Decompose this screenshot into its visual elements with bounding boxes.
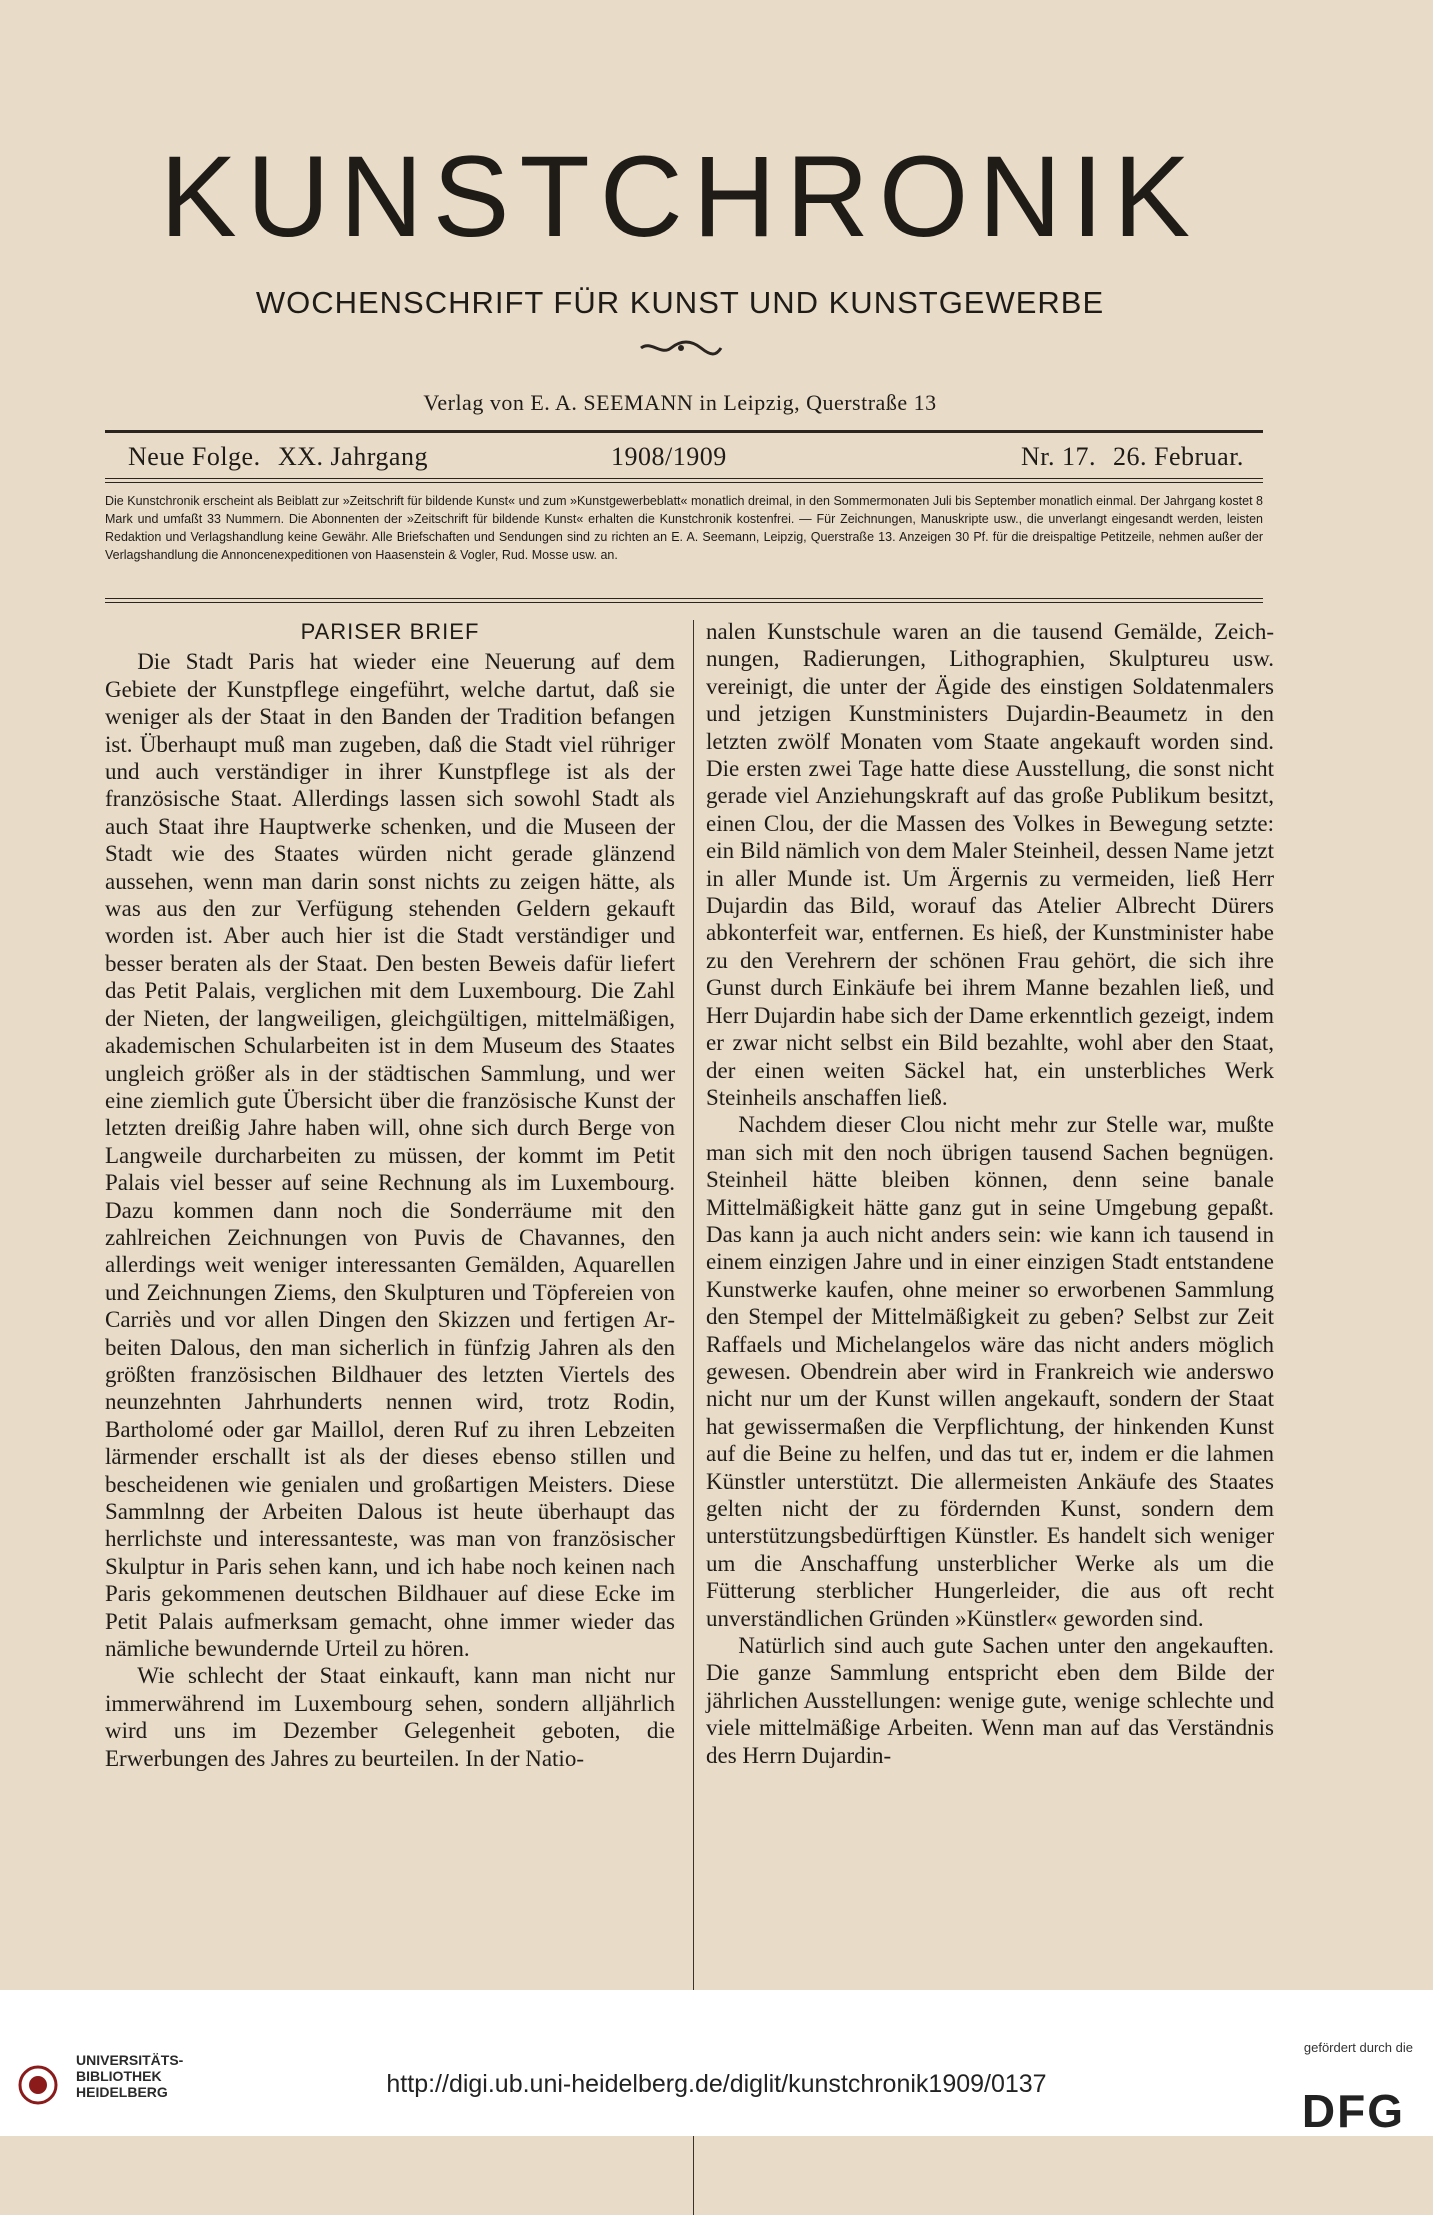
column-right — [706, 618, 1274, 1769]
paragraph: Die Stadt Paris hat wieder eine Neuerung auf dem Gebiete der Kunstpflege eingeführt, welche dartut, daß sie weniger als der Staat in den Banden der Tradition befangen ist. Überhaupt muß man zugeben, daß die Stadt viel rühriger und auch verständiger in ihrer Kunstpflege ist als der französische Staat. Allerdings lassen sich sowohl Stadt als auch Staat ihre Hauptwerke schenken, und die Museen der Stadt wie des Staates würden nicht gerade glänzend aussehen, wenn man darin sonst nichts zu zeigen hätte, als was aus den zur Verfügung stehenden Geldern gekauft worden ist. Aber auch hier ist die Stadt verständiger und besser beraten als der Staat. Den besten Beweis dafür liefert das Petit Palais, verglichen mit dem Luxembourg. Die Zahl der Nieten, der langweiligen, gleichgültigen, mittelmäßigen, akademischen Schularbeiten ist in dem Museum des Staates ungleich größer als in der städtischen Sammlung, und wer eine ziemlich gute Übersicht über die französische Kunst der letzten dreißig Jahre haben will, ohne sich durch Berge von Langweile durcharbeiten zu müssen, der kommt im Petit Palais viel besser auf seine Rechnung als im Luxembourg. Dazu kommen dann noch die Sonderräume mit den zahlreichen Zeichnungen von Puvis de Chavannes, den allerdings weit weniger interessanten Gemälden, Aquarellen und Zeichnungen Ziems, den Skulpturen und Töpfereien von Carriès und vor allen Dingen den Skizzen und fertigen Arbeiten Dalous, den man sicherlich in fünfzig Jahren als den größten französischen Bildhauer des letzten Viertels des neunzehnten Jahrhunderts nennen wird, trotz Rodin, Bartholomé oder gar Maillol, deren Ruf zu ihren Lebzeiten lärmender erschallt ist als der dieses ebenso stillen und bescheidenen wie genialen und großartigen Meisters. Diese Sammlnng der Arbeiten Dalous ist heute überhaupt das herrlichste und interessanteste, was man von französischer Skulptur in Paris sehen kann, und ich habe noch keinen nach Paris gekommenen deutschen Bildhauer auf diese Ecke im Petit Palais aufmerksam gemacht, ohne immer wieder das nämliche bewundernde Urteil zu hören. — [105, 649, 675, 1662]
institution-line: HEIDELBERG — [76, 2084, 168, 2100]
subscription-notice: Die Kunstchronik erscheint als Beiblatt zur »Zeitschrift für bildende Kunst« und zum »Kunstgewerbeblatt« monatlich dreimal, in den Sommermonaten Juli bis September monatlich einmal. Der Jahrgang kostet 8 Mark und umfaßt 33 Nummern. Die Abonnenten der »Zeitschrift für bildende Kunst« erhalten die Kunstchronik kostenfrei. — Für Zeichnungen, Manuskripte usw., die unverlangt eingesandt werden, leisten Redaktion und Verlagshandlung keine Gewähr. Alle Briefschaften und Sendungen sind zu richten an E. A. Seemann, Leipzig, Querstraße 13. Anzeigen 30 Pf. für die dreispaltige Petitzeile, nehmen außer der Verlagshandlung die Annoncenexpeditionen von Haasenstein & Vogler, Rud. Mosse usw. an. — [105, 494, 1263, 562]
institution-line: BIBLIOTHEK — [76, 2068, 162, 2084]
divider-issue-2 — [105, 482, 1263, 483]
issue-date: 26. Februar. — [1113, 442, 1244, 471]
column-divider — [693, 620, 694, 2215]
masthead-title: KUNSTCHRONIK — [159, 133, 1201, 261]
paragraph: Nachdem dieser Clou nicht mehr zur Stelle war, mußte man sich mit den noch übrigen tausend Sachen begnügen. Steinheil hätte bleiben können, denn seine banale Mittelmäßigkeit hätte ganz gut in seine Umgebung gepaßt. Das kann ja auch nicht anders sein: wie kann ich tausend in einem einzigen Jahre und in einer einzigen Stadt entstandene Kunstwerke kaufen, ohne meiner so erworbenen Sammlung den Stempel der Mittelmäßigkeit zu geben? Selbst zur Zeit Raffaels und Michelangelos wäre das nicht anders möglich gewesen. Obendrein aber wird in Frankreich wie anderswo nicht nur um der Kunst willen angekauft, sondern der Staat hat gewissermaßen die Verpflichtung, der hinkenden Kunst auf die Beine zu helfen, und das tut er, indem er die lahmen Künstler unterstützt. Die allermeisten Ankäufe des Staates gelten nicht der zu fördernden Kunst, sondern dem unterstützungsbedürftigen Künstler. Es handelt sich weniger um die Anschaffung unsterblicher Werke als um die Fütterung sterblicher Hungerleider, die aus oft recht unverständlichen Gründen »Künstler« geworden sind. — [706, 1112, 1274, 1631]
issue-volume: XX. Jahrgang — [278, 442, 428, 471]
ornament-icon — [636, 338, 726, 358]
footer-bar — [0, 1990, 1433, 2136]
masthead-subtitle: WOCHENSCHRIFT FÜR KUNST UND KUNSTGEWERBE — [255, 285, 1105, 320]
dfg-logo: DFG — [1301, 2085, 1405, 2137]
paragraph: Natürlich sind auch gute Sachen unter den angekauften. Die ganze Sammlung entspricht eben dem Bilde der jährlichen Ausstellungen: wenige gute, wenige schlechte und viele mittelmäßige Arbeiten. Wenn man auf das Verständnis des Herrn Dujardin- — [706, 1633, 1274, 1768]
divider-notice — [105, 598, 1263, 599]
issue-number: Nr. 17. — [1021, 442, 1096, 471]
article-heading: PARISER BRIEF — [300, 619, 480, 644]
paragraph: nalen Kunstschule waren an die tausend Gemälde, Zeichnungen, Radierungen, Lithographien, Skulptureu usw. vereinigt, die unter der Ägide des einstigen Soldatenmalers und jetzigen Kunstministers Dujardin-Beaumetz in den letzten zwölf Monaten vom Staate angekauft worden sind. Die ersten zwei Tage hatte diese Ausstellung, die sonst nicht gerade viel Anziehungskraft auf das große Publikum besitzt, einen Clou, der die Massen des Volkes in Bewegung setzte: ein Bild nämlich von dem Maler Steinheil, dessen Name jetzt in aller Munde ist. Um Ärgernis zu vermeiden, ließ Herr Dujardin das Bild, worauf das Atelier Albrecht Dürers abkonterfeit war, entfernen. Es hieß, der Kunstminister habe zu den Verehrern der schönen Frau gehört, die sich ihre Gunst durch Einkäufe bei ihrem Manne bezahlen ließ, und Herr Dujardin habe sich der Dame erkenntlich gezeigt, indem er zwar nicht selbst ein Bild bezahlte, wohl aber den Staat, der einen weiten Säckel hat, ein unsterbliches Werk Steinheils anschaffen ließ. — [706, 619, 1274, 1110]
paragraph: Wie schlecht der Staat einkauft, kann man nicht nur immerwährend im Luxembourg sehen, sondern alljährlich wird uns im Dezember Gelegenheit geboten, die Erwerbungen des Jahres zu beurteilen. In der Natio- — [105, 1663, 675, 1771]
publisher-line: Verlag von E. A. SEEMANN in Leipzig, Querstraße 13 — [423, 390, 937, 415]
institution-line: UNIVERSITÄTS- — [76, 2052, 184, 2068]
divider-notice-2 — [105, 602, 1263, 603]
issue-bar — [128, 442, 1244, 476]
source-url-link[interactable]: http://digi.ub.uni-heidelberg.de/diglit/kunstchronik1909/0137 — [386, 2070, 1047, 2098]
divider-top — [105, 430, 1263, 433]
column-left — [105, 618, 675, 1772]
issue-years: 1908/1909 — [611, 442, 727, 471]
divider-issue — [105, 478, 1263, 479]
issue-series: Neue Folge. — [128, 442, 261, 471]
funded-by-text: gefördert durch die — [1303, 2040, 1413, 2055]
